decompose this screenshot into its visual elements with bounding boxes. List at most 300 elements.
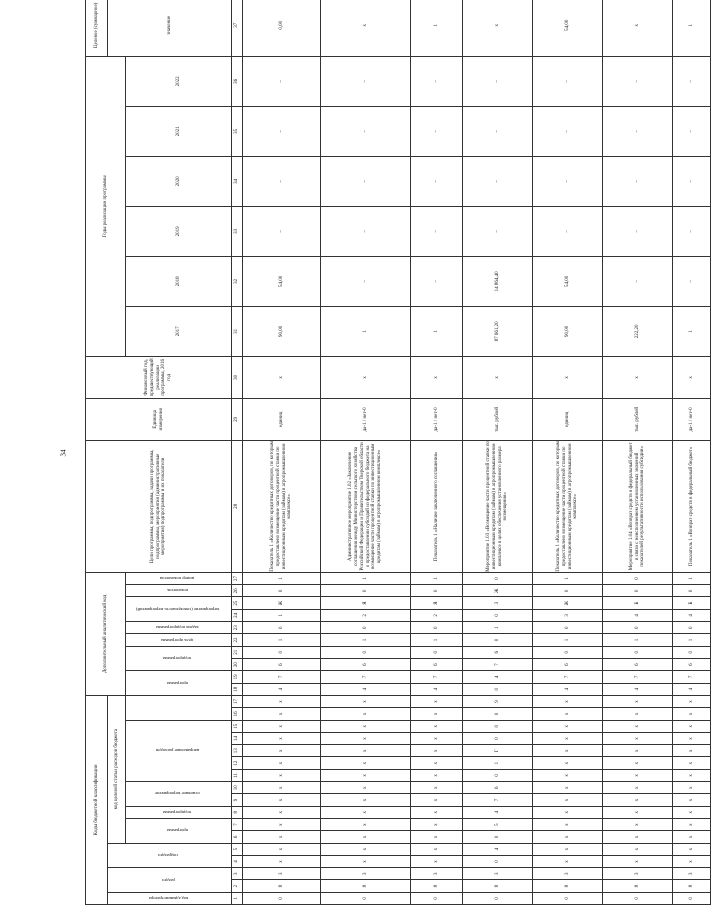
year-value-cell: – [243, 206, 321, 256]
code-cell: x [603, 745, 673, 757]
column-number: 29 [232, 398, 243, 440]
year-value-cell: 14 864,40 [463, 256, 533, 306]
year-value-cell: – [463, 56, 533, 106]
code-cell: 1 [321, 634, 411, 646]
code-cell: x [533, 769, 603, 781]
unit-cell: да-1 / нет-0 [673, 398, 711, 440]
year-value-cell: 90,00 [533, 306, 603, 356]
year-value-cell: – [463, 106, 533, 156]
budget-classification-header: Коды бюджетной классификации [86, 695, 108, 904]
code-cell: x [321, 769, 411, 781]
code-cell: x [411, 695, 463, 707]
column-number: 7 [232, 818, 243, 830]
code-cell: 7 [603, 671, 673, 683]
code-cell: 2 [321, 609, 411, 621]
code-cell: Я [321, 597, 411, 609]
code-cell: x [603, 708, 673, 720]
code-cell: 4 [321, 683, 411, 695]
code-cell: 7 [321, 671, 411, 683]
year-value-cell: 54,00 [243, 256, 321, 306]
year-value-cell: – [533, 56, 603, 106]
code-cell: 6 [533, 658, 603, 670]
admin-code-header: код администратора [108, 892, 232, 904]
code-cell: 1 [243, 634, 321, 646]
code-cell: Ж [463, 585, 533, 597]
description-cell: Показатель 1 «Количество кредитных договоров, по которым предоставлено возмещение части процентной ставки по инвестиционным кредитам (займам) в агропромышленном комплексе» [243, 440, 321, 572]
code-cell: 4 [463, 843, 533, 855]
code-cell: 0 [533, 622, 603, 634]
code-cell: x [243, 708, 321, 720]
code-cell: 0 [603, 892, 673, 904]
column-number: 9 [232, 794, 243, 806]
code-cell: x [243, 831, 321, 843]
code-cell: x [243, 855, 321, 867]
code-cell: 0 [673, 892, 711, 904]
code-cell: x [533, 806, 603, 818]
code-cell: x [673, 732, 711, 744]
year-value-cell: – [603, 256, 673, 306]
year-value-cell: 1 [673, 306, 711, 356]
column-number: 6 [232, 831, 243, 843]
code-cell: x [673, 806, 711, 818]
column-number: 19 [232, 671, 243, 683]
code-cell: 0 [533, 585, 603, 597]
code-cell: 0 [673, 646, 711, 658]
code-cell: x [411, 720, 463, 732]
page-number: 34 [59, 449, 68, 457]
code-cell: x [411, 843, 463, 855]
code-cell: x [533, 818, 603, 830]
code-cell: x [603, 855, 673, 867]
code-cell: 1 [533, 634, 603, 646]
code-cell: 0 [411, 585, 463, 597]
table-row [463, 0, 533, 905]
code-cell: 1 [243, 609, 321, 621]
code-cell: 7 [533, 671, 603, 683]
code-cell: 4 [603, 683, 673, 695]
goal-header: Цели программы, подпрограммы, задачи программы, подпрограммы, мероприятия (административные мероприятия) подпрограммы и их показатели [86, 440, 232, 572]
column-number: 32 [232, 256, 243, 306]
code-cell: 0 [321, 585, 411, 597]
year-value-cell: 87 661,20 [463, 306, 533, 356]
code-cell: x [673, 843, 711, 855]
ts-blank-header [126, 695, 232, 720]
code-cell: 0 [463, 831, 533, 843]
code-cell: x [533, 757, 603, 769]
code-cell: 0 [243, 646, 321, 658]
code-cell: 6 [321, 658, 411, 670]
code-cell: x [411, 757, 463, 769]
year-2019-header: 2019 [126, 206, 232, 256]
subsection-header: подраздел [108, 843, 232, 868]
code-cell: x [533, 831, 603, 843]
target-group-header: Целевое (суммарное) [86, 0, 108, 56]
description-cell: Показатель 1 «Наличие заключенного соглашения» [411, 440, 463, 572]
fin-year-cell: x [243, 356, 321, 398]
code-cell: 0 [411, 646, 463, 658]
code-cell: x [603, 782, 673, 794]
year-2022-header: 2022 [126, 56, 232, 106]
code-cell: 3 [321, 868, 411, 880]
code-cell: 0 [533, 892, 603, 904]
year-value-cell: 222,20 [603, 306, 673, 356]
year-value-cell: – [243, 56, 321, 106]
code-cell: 0 [463, 634, 533, 646]
ac-task-header: задача подпрограммы [126, 622, 232, 634]
code-cell: 3 [411, 868, 463, 880]
code-cell: 3 [533, 868, 603, 880]
code-cell: 6 [603, 658, 673, 670]
code-cell: 0 [243, 622, 321, 634]
code-cell: 5 [463, 818, 533, 830]
code-cell: x [243, 720, 321, 732]
description-cell: Показатель 1 «Количество кредитных договоров, по которым предоставлено возмещение части процентной ставки по инвестиционным кредитам (займам) в агропромышленном комплексе» [533, 440, 603, 572]
code-cell: 3 [603, 868, 673, 880]
code-cell: x [321, 855, 411, 867]
code-cell: x [533, 843, 603, 855]
code-cell: 0 [463, 769, 533, 781]
year-value-cell: – [603, 56, 673, 106]
code-cell: 8 [463, 880, 533, 892]
code-cell: x [411, 782, 463, 794]
code-cell: x [673, 769, 711, 781]
code-cell: x [321, 843, 411, 855]
code-cell: x [243, 794, 321, 806]
year-value-cell: – [673, 56, 711, 106]
year-value-cell: – [533, 206, 603, 256]
code-cell: x [411, 831, 463, 843]
code-cell: 4 [463, 806, 533, 818]
target-value-cell: 1 [411, 0, 463, 56]
code-cell: x [533, 720, 603, 732]
year-value-cell: – [603, 106, 673, 156]
column-number: 22 [232, 634, 243, 646]
column-number: 37 [232, 0, 243, 56]
code-cell: 1 [673, 634, 711, 646]
year-value-cell: – [411, 206, 463, 256]
target-value-cell: x [321, 0, 411, 56]
code-cell: x [603, 769, 673, 781]
code-cell: x [243, 769, 321, 781]
code-cell: x [603, 732, 673, 744]
code-cell: 1 [463, 622, 533, 634]
code-cell: x [603, 806, 673, 818]
year-value-cell: – [411, 156, 463, 206]
code-cell: 4 [243, 683, 321, 695]
code-cell: 6 [411, 658, 463, 670]
code-cell: 6 [673, 658, 711, 670]
code-cell: 4 [463, 671, 533, 683]
code-cell: 0 [603, 646, 673, 658]
code-cell: 0 [463, 892, 533, 904]
code-cell: 0 [463, 732, 533, 744]
column-number: 15 [232, 720, 243, 732]
code-cell: x [243, 745, 321, 757]
code-cell: x [321, 695, 411, 707]
code-cell: 4 [673, 609, 711, 621]
year-value-cell: – [321, 106, 411, 156]
fin-year-cell: x [603, 356, 673, 398]
unit-cell: тыс. рублей [603, 398, 673, 440]
code-cell: x [321, 757, 411, 769]
code-cell: 8 [603, 880, 673, 892]
code-cell: 7 [673, 671, 711, 683]
column-number-row [232, 0, 243, 905]
code-cell: 4 [533, 683, 603, 695]
description-cell: Мероприятие 1.04 «Возврат средств в федеральный бюджет в связи с неисполнением установленных значений показателей результативности использования субсидии» [603, 440, 673, 572]
year-value-cell: – [673, 156, 711, 206]
code-cell: 0 [411, 622, 463, 634]
fin-year-header: Финансовый год, предшествующий реализации программы, 2016 год [86, 356, 232, 398]
code-cell: 0 [411, 892, 463, 904]
ac-goal-header: цель программы [126, 634, 232, 646]
target-value-cell: 54,00 [533, 0, 603, 56]
year-value-cell: – [533, 106, 603, 156]
code-cell: x [411, 794, 463, 806]
year-value-cell: – [673, 106, 711, 156]
code-cell: 3 [533, 609, 603, 621]
unit-header: Единица измерения [86, 398, 232, 440]
code-cell: x [603, 794, 673, 806]
table-row [533, 0, 603, 905]
ts-direction-header: направление расходов [126, 720, 232, 781]
unit-cell: тыс. рублей [463, 398, 533, 440]
column-number: 28 [232, 440, 243, 572]
target-value-cell: x [463, 0, 533, 56]
code-cell: 8 [673, 880, 711, 892]
code-cell: 0 [533, 646, 603, 658]
years-group-header: Годы реализации программы [86, 56, 126, 356]
code-cell: 7 [463, 658, 533, 670]
code-cell: Г [463, 745, 533, 757]
target-value-cell: 0,00 [243, 0, 321, 56]
code-cell: 0 [673, 622, 711, 634]
column-number: 33 [232, 206, 243, 256]
code-cell: 3 [463, 597, 533, 609]
ts-program-header: программа [126, 818, 232, 843]
column-number: 10 [232, 782, 243, 794]
fin-year-cell: x [463, 356, 533, 398]
code-cell: 8 [411, 880, 463, 892]
code-cell: x [603, 720, 673, 732]
column-number: 12 [232, 757, 243, 769]
ac-subprogram-header: подпрограмма [126, 646, 232, 671]
column-number: 35 [232, 106, 243, 156]
code-cell: 3 [463, 868, 533, 880]
ac-program-header: программа [126, 671, 232, 696]
code-cell: 1 [321, 572, 411, 584]
code-cell: x [533, 782, 603, 794]
column-number: 26 [232, 585, 243, 597]
column-number: 27 [232, 572, 243, 584]
code-cell: x [243, 695, 321, 707]
year-value-cell: – [243, 156, 321, 206]
column-number: 36 [232, 56, 243, 106]
code-cell: 1 [673, 572, 711, 584]
target-value-header: значение [108, 0, 232, 56]
code-cell: x [533, 695, 603, 707]
column-number: 31 [232, 306, 243, 356]
code-cell: x [533, 855, 603, 867]
code-cell: 0 [463, 708, 533, 720]
code-cell: x [321, 806, 411, 818]
description-cell: Мероприятие 1.03 «Возмещение части процентной ставки по инвестиционным кредитам (займам) в агропромышленном комплексе в целях обеспечения установленного размера возмещения» [463, 440, 533, 572]
column-number: 17 [232, 695, 243, 707]
code-cell: x [533, 794, 603, 806]
code-cell: x [321, 732, 411, 744]
code-cell: 6 [243, 658, 321, 670]
year-2020-header: 2020 [126, 156, 232, 206]
table-row [411, 0, 463, 905]
code-cell: 0 [243, 585, 321, 597]
year-value-cell: – [411, 256, 463, 306]
target-value-cell: 1 [673, 0, 711, 56]
code-cell: 7 [463, 794, 533, 806]
code-cell: x [243, 843, 321, 855]
code-cell: 0 [463, 683, 533, 695]
fin-year-cell: x [533, 356, 603, 398]
code-cell: x [243, 806, 321, 818]
column-number: 2 [232, 880, 243, 892]
code-cell: x [603, 831, 673, 843]
code-cell: 3 [243, 868, 321, 880]
description-cell: Административное мероприятие 1.02 «Заключение соглашения между Министерством сельского хозяйства Российской Федерации и Правительством Тверской области о предоставлении субсидий из федерального бюджета на возмещение части процентной ставки по инвестиционным кредитам (займам) в агропромышленном комплексе» [321, 440, 411, 572]
code-cell: x [673, 794, 711, 806]
code-cell: 0 [673, 585, 711, 597]
code-cell: x [411, 732, 463, 744]
column-number: 3 [232, 868, 243, 880]
code-cell: 0 [463, 609, 533, 621]
target-article-header: код целевой статьи расходов бюджета [108, 695, 126, 843]
ac-event-header: мероприятие (совокупность мероприятий) [126, 597, 232, 622]
code-cell: 2 [411, 609, 463, 621]
code-cell: 8 [321, 880, 411, 892]
code-cell: x [673, 831, 711, 843]
year-value-cell: 90,00 [243, 306, 321, 356]
code-cell: x [411, 708, 463, 720]
code-cell: x [533, 732, 603, 744]
year-value-cell: – [603, 206, 673, 256]
code-cell: 1 [603, 634, 673, 646]
table-row [243, 0, 321, 905]
program-table [85, 0, 711, 905]
code-cell: 4 [603, 609, 673, 621]
code-cell: 4 [411, 683, 463, 695]
column-number: 14 [232, 732, 243, 744]
fin-year-cell: x [321, 356, 411, 398]
code-cell: x [243, 757, 321, 769]
year-value-cell: – [321, 256, 411, 306]
year-value-cell: – [321, 56, 411, 106]
column-number: 4 [232, 855, 243, 867]
column-number: 23 [232, 622, 243, 634]
code-cell: x [533, 745, 603, 757]
year-value-cell: – [673, 256, 711, 306]
code-cell: x [321, 720, 411, 732]
column-number: 24 [232, 609, 243, 621]
code-cell: Б [673, 597, 711, 609]
column-number: 16 [232, 708, 243, 720]
code-cell: x [321, 782, 411, 794]
target-value-cell: x [603, 0, 673, 56]
column-number: 1 [232, 892, 243, 904]
code-cell: x [533, 708, 603, 720]
code-cell: x [673, 818, 711, 830]
section-header: раздел [108, 868, 232, 893]
code-cell: 0 [463, 855, 533, 867]
code-cell: x [673, 745, 711, 757]
year-value-cell: – [411, 106, 463, 156]
code-cell: x [673, 708, 711, 720]
year-value-cell: – [411, 56, 463, 106]
table-row [603, 0, 673, 905]
ts-main-event-header: основное мероприятие [126, 782, 232, 807]
code-cell: 1 [411, 572, 463, 584]
code-cell: 7 [411, 671, 463, 683]
code-cell: 1 [463, 757, 533, 769]
fin-year-cell: x [673, 356, 711, 398]
code-cell: 0 [321, 622, 411, 634]
year-value-cell: – [463, 156, 533, 206]
year-value-cell: 54,00 [533, 256, 603, 306]
table-row [321, 0, 411, 905]
year-value-cell: – [321, 156, 411, 206]
ts-subprogram-header: подпрограмма [126, 806, 232, 818]
year-value-cell: – [321, 206, 411, 256]
code-cell: x [321, 794, 411, 806]
code-cell: 0 [463, 572, 533, 584]
code-cell: x [603, 757, 673, 769]
rotated-table-sheet [85, 2, 694, 905]
year-value-cell: – [673, 206, 711, 256]
code-cell: 1 [411, 634, 463, 646]
fin-year-cell: x [411, 356, 463, 398]
code-cell: 8 [243, 880, 321, 892]
unit-cell: единиц [533, 398, 603, 440]
code-cell: 0 [243, 892, 321, 904]
year-2018-header: 2018 [126, 256, 232, 306]
column-number: 30 [232, 356, 243, 398]
code-cell: Ж [533, 597, 603, 609]
code-cell: x [673, 782, 711, 794]
code-cell: x [411, 745, 463, 757]
ac-indicator-header: показатель [126, 585, 232, 597]
column-number: 25 [232, 597, 243, 609]
code-cell: x [243, 732, 321, 744]
column-number: 21 [232, 646, 243, 658]
ac-indicator-number-header: номер показателя [126, 572, 232, 584]
year-value-cell: – [533, 156, 603, 206]
code-cell: 3 [673, 868, 711, 880]
code-cell: 0 [321, 892, 411, 904]
code-cell: 1 [533, 572, 603, 584]
code-cell: x [603, 818, 673, 830]
code-cell: Я [411, 597, 463, 609]
code-cell: x [603, 695, 673, 707]
code-cell: 4 [673, 683, 711, 695]
column-number: 13 [232, 745, 243, 757]
code-cell: 7 [243, 671, 321, 683]
code-cell: Ж [243, 597, 321, 609]
code-cell: x [673, 757, 711, 769]
column-number: 18 [232, 683, 243, 695]
code-cell: x [321, 831, 411, 843]
code-cell: x [321, 708, 411, 720]
unit-cell: единиц [243, 398, 321, 440]
code-cell: 0 [603, 585, 673, 597]
code-cell: 0 [463, 720, 533, 732]
code-cell: x [673, 855, 711, 867]
